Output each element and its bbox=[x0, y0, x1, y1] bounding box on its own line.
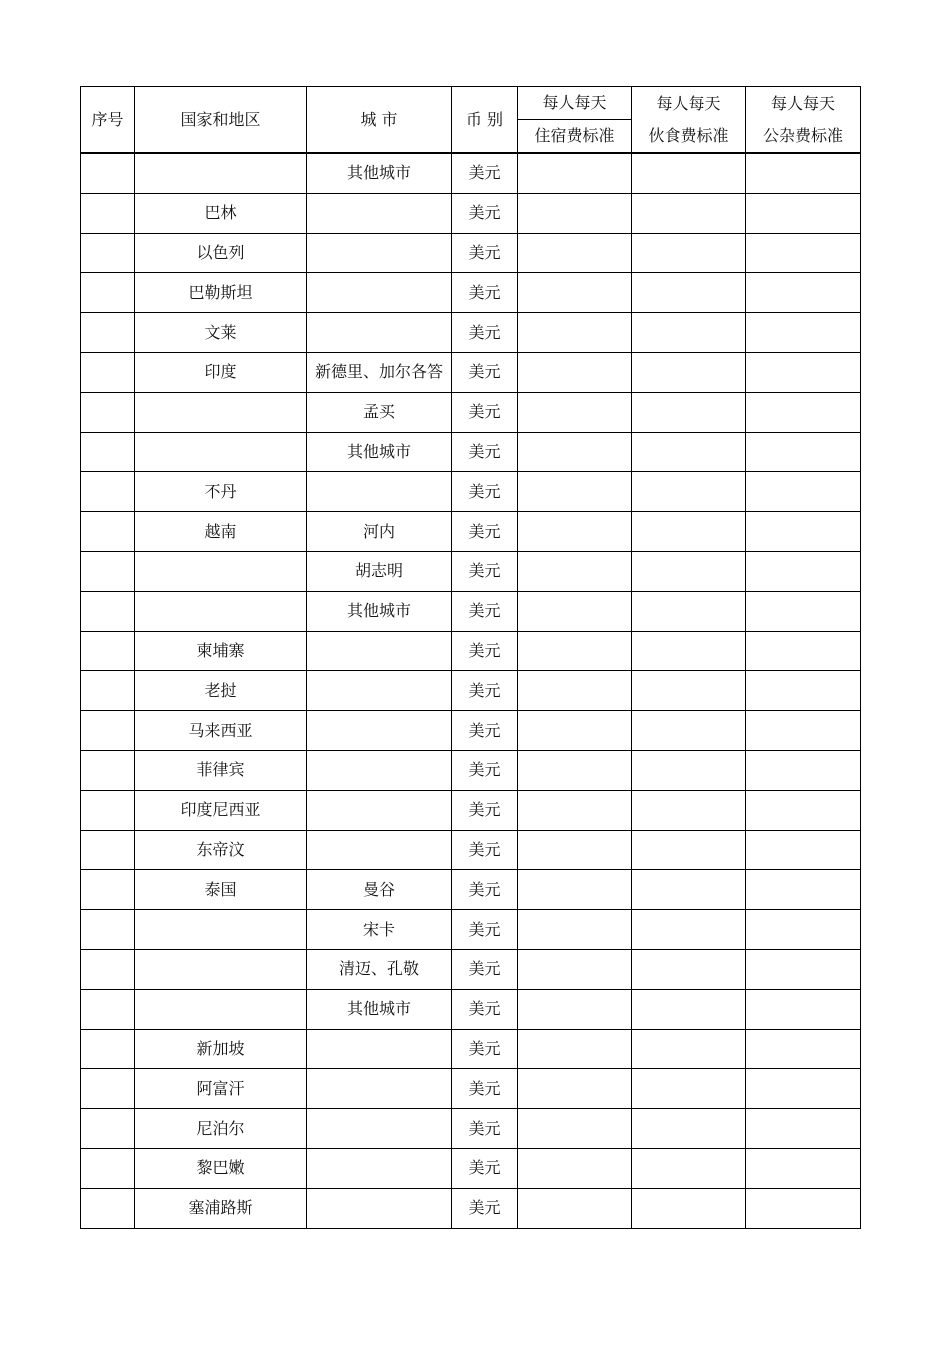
cell-currency: 美元 bbox=[452, 671, 518, 711]
cell-country bbox=[135, 153, 307, 193]
cell-misc-standard bbox=[746, 591, 861, 631]
cell-currency: 美元 bbox=[452, 870, 518, 910]
cell-currency: 美元 bbox=[452, 910, 518, 950]
cell-currency: 美元 bbox=[452, 591, 518, 631]
cell-lodging-standard bbox=[518, 1148, 632, 1188]
cell-lodging-standard bbox=[518, 1069, 632, 1109]
cell-food-standard bbox=[632, 631, 746, 671]
cell-country: 印度尼西亚 bbox=[135, 790, 307, 830]
table-row bbox=[81, 671, 861, 711]
cell-country: 柬埔寨 bbox=[135, 631, 307, 671]
cell-serial-number bbox=[81, 392, 135, 432]
cell-city bbox=[307, 830, 452, 870]
header-lodging-top: 每人每天 bbox=[518, 87, 632, 120]
header-lodging-bottom: 住宿费标准 bbox=[518, 120, 632, 154]
cell-misc-standard bbox=[746, 830, 861, 870]
cell-country bbox=[135, 432, 307, 472]
table-row bbox=[81, 1109, 861, 1149]
table-row bbox=[81, 1148, 861, 1188]
cell-food-standard bbox=[632, 591, 746, 631]
cell-city: 河内 bbox=[307, 512, 452, 552]
table-row bbox=[81, 153, 861, 193]
cell-food-standard bbox=[632, 1069, 746, 1109]
cell-currency: 美元 bbox=[452, 790, 518, 830]
cell-country: 文莱 bbox=[135, 313, 307, 353]
cell-lodging-standard bbox=[518, 591, 632, 631]
cell-currency: 美元 bbox=[452, 432, 518, 472]
cell-currency: 美元 bbox=[452, 1188, 518, 1228]
cell-serial-number bbox=[81, 989, 135, 1029]
cell-food-standard bbox=[632, 273, 746, 313]
table-row bbox=[81, 830, 861, 870]
cell-food-standard bbox=[632, 1148, 746, 1188]
cell-food-standard bbox=[632, 711, 746, 751]
cell-country bbox=[135, 392, 307, 432]
cell-city: 宋卡 bbox=[307, 910, 452, 950]
table-row bbox=[81, 711, 861, 751]
cell-country: 泰国 bbox=[135, 870, 307, 910]
cell-serial-number bbox=[81, 551, 135, 591]
cell-food-standard bbox=[632, 1188, 746, 1228]
cell-lodging-standard bbox=[518, 1109, 632, 1149]
cell-serial-number bbox=[81, 273, 135, 313]
cell-city: 其他城市 bbox=[307, 432, 452, 472]
header-food bbox=[632, 87, 746, 154]
cell-serial-number bbox=[81, 910, 135, 950]
cell-lodging-standard bbox=[518, 392, 632, 432]
cell-lodging-standard bbox=[518, 1029, 632, 1069]
cell-country: 黎巴嫩 bbox=[135, 1148, 307, 1188]
cell-country: 不丹 bbox=[135, 472, 307, 512]
cell-city bbox=[307, 1069, 452, 1109]
cell-misc-standard bbox=[746, 1148, 861, 1188]
cell-city bbox=[307, 631, 452, 671]
cell-country: 东帝汶 bbox=[135, 830, 307, 870]
cell-lodging-standard bbox=[518, 631, 632, 671]
cell-lodging-standard bbox=[518, 750, 632, 790]
cell-misc-standard bbox=[746, 870, 861, 910]
header-misc-top: 每人每天 bbox=[770, 93, 835, 113]
cell-country: 巴林 bbox=[135, 193, 307, 233]
cell-food-standard bbox=[632, 472, 746, 512]
cell-city bbox=[307, 1188, 452, 1228]
table-body bbox=[81, 153, 861, 1228]
cell-lodging-standard bbox=[518, 989, 632, 1029]
cell-serial-number bbox=[81, 233, 135, 273]
cell-currency: 美元 bbox=[452, 551, 518, 591]
cell-country bbox=[135, 591, 307, 631]
header-country-region: 国家和地区 bbox=[135, 87, 307, 154]
cell-serial-number bbox=[81, 830, 135, 870]
cell-country bbox=[135, 989, 307, 1029]
cell-food-standard bbox=[632, 750, 746, 790]
cell-city bbox=[307, 313, 452, 353]
travel-standards-table bbox=[80, 86, 861, 1229]
cell-serial-number bbox=[81, 1069, 135, 1109]
cell-country: 印度 bbox=[135, 352, 307, 392]
cell-city: 其他城市 bbox=[307, 153, 452, 193]
table-row bbox=[81, 273, 861, 313]
cell-lodging-standard bbox=[518, 551, 632, 591]
table-row bbox=[81, 750, 861, 790]
cell-misc-standard bbox=[746, 711, 861, 751]
cell-food-standard bbox=[632, 392, 746, 432]
table-row bbox=[81, 910, 861, 950]
cell-lodging-standard bbox=[518, 830, 632, 870]
cell-misc-standard bbox=[746, 910, 861, 950]
cell-city bbox=[307, 671, 452, 711]
cell-food-standard bbox=[632, 790, 746, 830]
cell-misc-standard bbox=[746, 949, 861, 989]
cell-currency: 美元 bbox=[452, 750, 518, 790]
table-row bbox=[81, 790, 861, 830]
cell-lodging-standard bbox=[518, 910, 632, 950]
cell-lodging-standard bbox=[518, 352, 632, 392]
cell-serial-number bbox=[81, 193, 135, 233]
cell-misc-standard bbox=[746, 671, 861, 711]
table-row bbox=[81, 870, 861, 910]
table-row bbox=[81, 472, 861, 512]
cell-city bbox=[307, 472, 452, 512]
cell-misc-standard bbox=[746, 512, 861, 552]
cell-serial-number bbox=[81, 1109, 135, 1149]
cell-country bbox=[135, 551, 307, 591]
cell-city bbox=[307, 1029, 452, 1069]
cell-currency: 美元 bbox=[452, 352, 518, 392]
table-row bbox=[81, 1188, 861, 1228]
cell-country: 巴勒斯坦 bbox=[135, 273, 307, 313]
cell-lodging-standard bbox=[518, 1188, 632, 1228]
cell-serial-number bbox=[81, 671, 135, 711]
cell-serial-number bbox=[81, 631, 135, 671]
cell-currency: 美元 bbox=[452, 1069, 518, 1109]
cell-serial-number bbox=[81, 1188, 135, 1228]
cell-food-standard bbox=[632, 949, 746, 989]
header-misc-bottom: 公杂费标准 bbox=[762, 125, 843, 145]
cell-country: 菲律宾 bbox=[135, 750, 307, 790]
table-row bbox=[81, 193, 861, 233]
cell-serial-number bbox=[81, 1029, 135, 1069]
header-food-bottom: 伙食费标准 bbox=[648, 125, 729, 145]
cell-lodging-standard bbox=[518, 153, 632, 193]
cell-food-standard bbox=[632, 1029, 746, 1069]
cell-misc-standard bbox=[746, 392, 861, 432]
table-row bbox=[81, 551, 861, 591]
cell-country: 尼泊尔 bbox=[135, 1109, 307, 1149]
cell-currency: 美元 bbox=[452, 1109, 518, 1149]
cell-country bbox=[135, 910, 307, 950]
table-row bbox=[81, 313, 861, 353]
table-row bbox=[81, 631, 861, 671]
cell-country: 老挝 bbox=[135, 671, 307, 711]
cell-country bbox=[135, 949, 307, 989]
cell-currency: 美元 bbox=[452, 512, 518, 552]
cell-serial-number bbox=[81, 472, 135, 512]
cell-city bbox=[307, 1148, 452, 1188]
cell-serial-number bbox=[81, 1148, 135, 1188]
cell-serial-number bbox=[81, 711, 135, 751]
cell-currency: 美元 bbox=[452, 392, 518, 432]
cell-city bbox=[307, 750, 452, 790]
cell-food-standard bbox=[632, 352, 746, 392]
cell-currency: 美元 bbox=[452, 949, 518, 989]
cell-lodging-standard bbox=[518, 233, 632, 273]
cell-lodging-standard bbox=[518, 432, 632, 472]
cell-currency: 美元 bbox=[452, 233, 518, 273]
table-row bbox=[81, 432, 861, 472]
table-row bbox=[81, 352, 861, 392]
cell-currency: 美元 bbox=[452, 273, 518, 313]
table-row bbox=[81, 949, 861, 989]
cell-currency: 美元 bbox=[452, 830, 518, 870]
cell-currency: 美元 bbox=[452, 1029, 518, 1069]
cell-lodging-standard bbox=[518, 790, 632, 830]
cell-city: 其他城市 bbox=[307, 989, 452, 1029]
cell-misc-standard bbox=[746, 790, 861, 830]
cell-misc-standard bbox=[746, 432, 861, 472]
cell-country: 塞浦路斯 bbox=[135, 1188, 307, 1228]
cell-serial-number bbox=[81, 153, 135, 193]
header-food-top: 每人每天 bbox=[656, 93, 721, 113]
cell-country: 马来西亚 bbox=[135, 711, 307, 751]
cell-food-standard bbox=[632, 233, 746, 273]
cell-lodging-standard bbox=[518, 949, 632, 989]
table-row bbox=[81, 591, 861, 631]
cell-currency: 美元 bbox=[452, 153, 518, 193]
cell-currency: 美元 bbox=[452, 1148, 518, 1188]
cell-food-standard bbox=[632, 910, 746, 950]
cell-lodging-standard bbox=[518, 193, 632, 233]
cell-misc-standard bbox=[746, 1109, 861, 1149]
cell-serial-number bbox=[81, 949, 135, 989]
cell-serial-number bbox=[81, 750, 135, 790]
cell-country: 新加坡 bbox=[135, 1029, 307, 1069]
cell-misc-standard bbox=[746, 1029, 861, 1069]
cell-misc-standard bbox=[746, 153, 861, 193]
cell-misc-standard bbox=[746, 352, 861, 392]
cell-misc-standard bbox=[746, 193, 861, 233]
cell-lodging-standard bbox=[518, 711, 632, 751]
cell-city bbox=[307, 711, 452, 751]
cell-city: 其他城市 bbox=[307, 591, 452, 631]
header-serial-number: 序号 bbox=[81, 87, 135, 154]
table-row bbox=[81, 989, 861, 1029]
cell-country: 以色列 bbox=[135, 233, 307, 273]
cell-misc-standard bbox=[746, 750, 861, 790]
cell-city: 新德里、加尔各答 bbox=[307, 352, 452, 392]
cell-lodging-standard bbox=[518, 472, 632, 512]
cell-serial-number bbox=[81, 870, 135, 910]
cell-lodging-standard bbox=[518, 671, 632, 711]
table-row bbox=[81, 512, 861, 552]
cell-serial-number bbox=[81, 432, 135, 472]
cell-city bbox=[307, 790, 452, 830]
cell-city: 清迈、孔敬 bbox=[307, 949, 452, 989]
cell-currency: 美元 bbox=[452, 472, 518, 512]
cell-food-standard bbox=[632, 551, 746, 591]
cell-misc-standard bbox=[746, 273, 861, 313]
cell-food-standard bbox=[632, 989, 746, 1029]
cell-food-standard bbox=[632, 313, 746, 353]
cell-misc-standard bbox=[746, 472, 861, 512]
table-row bbox=[81, 1029, 861, 1069]
cell-lodging-standard bbox=[518, 273, 632, 313]
cell-misc-standard bbox=[746, 1188, 861, 1228]
cell-food-standard bbox=[632, 830, 746, 870]
cell-city: 胡志明 bbox=[307, 551, 452, 591]
cell-misc-standard bbox=[746, 551, 861, 591]
cell-city bbox=[307, 273, 452, 313]
cell-currency: 美元 bbox=[452, 711, 518, 751]
cell-serial-number bbox=[81, 591, 135, 631]
header-currency: 币 别 bbox=[452, 87, 518, 154]
cell-currency: 美元 bbox=[452, 989, 518, 1029]
cell-city: 曼谷 bbox=[307, 870, 452, 910]
cell-food-standard bbox=[632, 193, 746, 233]
cell-food-standard bbox=[632, 432, 746, 472]
header-city: 城 市 bbox=[307, 87, 452, 154]
cell-lodging-standard bbox=[518, 870, 632, 910]
header-misc bbox=[746, 87, 861, 154]
cell-lodging-standard bbox=[518, 512, 632, 552]
cell-currency: 美元 bbox=[452, 193, 518, 233]
cell-city: 孟买 bbox=[307, 392, 452, 432]
cell-food-standard bbox=[632, 671, 746, 711]
table-row bbox=[81, 1069, 861, 1109]
header-row-top bbox=[81, 87, 861, 120]
cell-country: 越南 bbox=[135, 512, 307, 552]
cell-serial-number bbox=[81, 352, 135, 392]
cell-misc-standard bbox=[746, 989, 861, 1029]
cell-city bbox=[307, 233, 452, 273]
cell-lodging-standard bbox=[518, 313, 632, 353]
cell-city bbox=[307, 193, 452, 233]
cell-food-standard bbox=[632, 153, 746, 193]
cell-serial-number bbox=[81, 512, 135, 552]
cell-misc-standard bbox=[746, 631, 861, 671]
cell-food-standard bbox=[632, 870, 746, 910]
cell-misc-standard bbox=[746, 313, 861, 353]
cell-misc-standard bbox=[746, 1069, 861, 1109]
cell-serial-number bbox=[81, 790, 135, 830]
cell-currency: 美元 bbox=[452, 631, 518, 671]
cell-city bbox=[307, 1109, 452, 1149]
table-header bbox=[81, 87, 861, 154]
cell-serial-number bbox=[81, 313, 135, 353]
cell-food-standard bbox=[632, 512, 746, 552]
cell-food-standard bbox=[632, 1109, 746, 1149]
cell-misc-standard bbox=[746, 233, 861, 273]
table-row bbox=[81, 233, 861, 273]
cell-currency: 美元 bbox=[452, 313, 518, 353]
cell-country: 阿富汗 bbox=[135, 1069, 307, 1109]
table-row bbox=[81, 392, 861, 432]
